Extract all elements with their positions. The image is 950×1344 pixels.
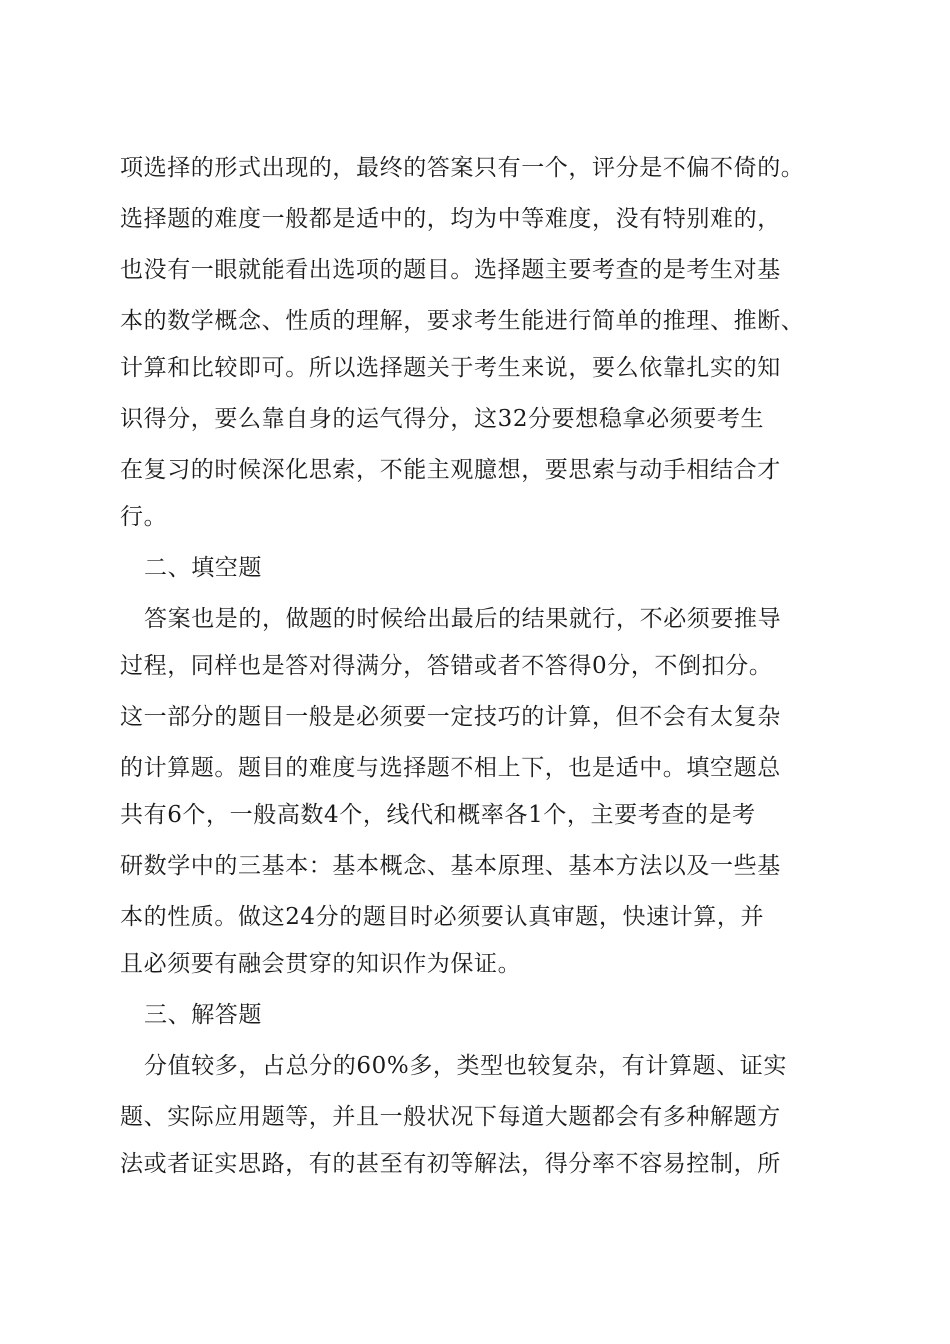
- text-line: 计算和比较即可。所以选择题关于考生来说，要么依靠扎实的知: [120, 355, 781, 381]
- text-line: 答案也是的，做题的时候给出最后的结果就行，不必须要推导: [144, 606, 782, 632]
- text-line: 项选择的形式出现的，最终的答案只有一个，评分是不偏不倚的。: [120, 155, 805, 181]
- text-line: 本的数学概念、性质的理解，要求考生能进行简单的推理、推断、: [120, 308, 805, 334]
- text-line: 的计算题。题目的难度与选择题不相上下，也是适中。填空题总: [120, 755, 781, 781]
- section-heading: 二、填空题: [144, 555, 262, 581]
- text-line: 识得分，要么靠自身的运气得分，这32分要想稳拿必须要考生: [120, 406, 765, 432]
- text-line: 研数学中的三基本：基本概念、基本原理、基本方法以及一些基: [120, 853, 781, 879]
- text-line: 法或者证实思路，有的甚至有初等解法，得分率不容易控制，所: [120, 1151, 781, 1177]
- text-line: 本的性质。做这24分的题目时必须要认真审题，快速计算，并: [120, 904, 765, 930]
- text-line: 题、实际应用题等，并且一般状况下每道大题都会有多种解题方: [120, 1104, 781, 1130]
- text-line: 也没有一眼就能看出选项的题目。选择题主要考查的是考生对基: [120, 257, 781, 283]
- text-line: 过程，同样也是答对得满分，答错或者不答得0分，不倒扣分。: [120, 653, 773, 679]
- text-line: 这一部分的题目一般是必须要一定技巧的计算，但不会有太复杂: [120, 704, 781, 730]
- text-line: 在复习的时候深化思索，不能主观臆想，要思索与动手相结合才: [120, 457, 781, 483]
- text-line: 行。: [120, 504, 168, 530]
- text-line: 且必须要有融会贯穿的知识作为保证。: [120, 951, 522, 977]
- text-line: 选择题的难度一般都是适中的，均为中等难度，没有特别难的，: [120, 206, 781, 232]
- text-line: 共有6个，一般高数4个，线代和概率各1个，主要考查的是考: [120, 802, 756, 828]
- text-line: 分值较多，占总分的60%多，类型也较复杂，有计算题、证实: [144, 1053, 787, 1079]
- section-heading: 三、解答题: [144, 1002, 262, 1028]
